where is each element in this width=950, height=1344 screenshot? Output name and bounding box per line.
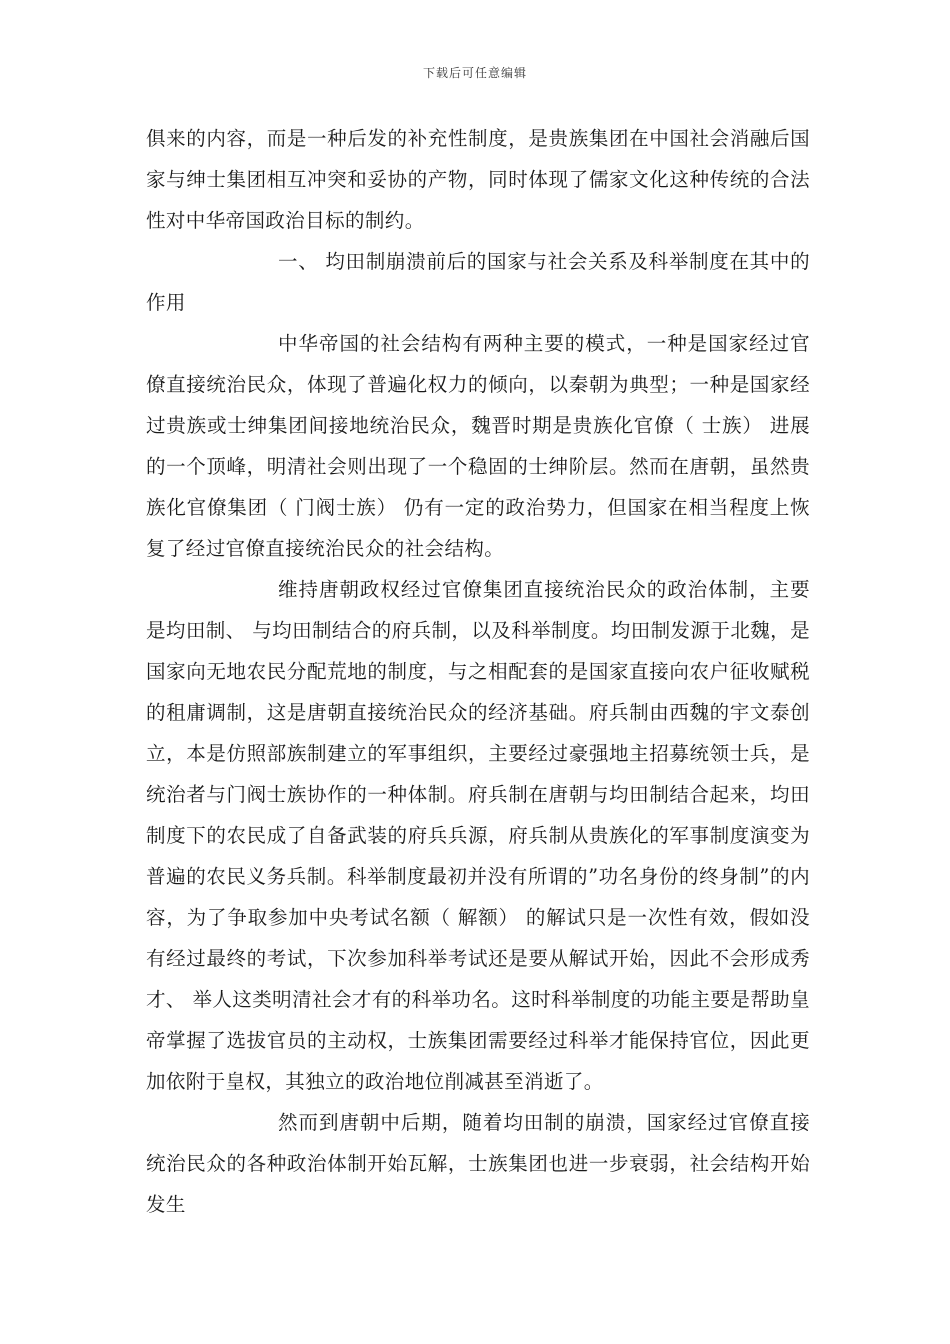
paragraph-tang-institutions: 维持唐朝政权经过官僚集团直接统治民众的政治体制，主要是均田制、 与均田制结合的府兵制，以及科举制度。均田制发源于北魏，是国家向无地农民分配荒地的制度，与之相配套的是国家直接向农户征收赋税的租庸调制，这是唐朝直接统治民众的经济基础。府兵制由西魏的宇文泰创立，本是仿照部族制建立的军事组织，主要经过豪强地主招募统领士兵，是统治者与门阀士族协作的一种体制。府兵制在唐朝与均田制结合起来，均田制度下的农民成了自备武装的府兵兵源，府兵制从贵族化的军事制度演变为普遍的农民义务兵制。科举制度最初并没有所谓的”功名身份的终身制”的内容，为了争取参加中央考试名额（ 解额） 的解试只是一次性有效，假如没有经过最终的考试，下次参加科举考试还是要从解试开始，因此不会形成秀才、 举人这类明清社会才有的科举功名。这时科举制度的功能主要是帮助皇帝掌握了选拔官员的主动权，士族集团需要经过科举才能保持官位，因此更加依附于皇权，其独立的政治地位削减甚至消逝了。 [146,578,810,1093]
document-body [146,118,810,1225]
paragraph-late-tang: 然而到唐朝中后期，随着均田制的崩溃，国家经过官僚直接统治民众的各种政治体制开始瓦解，士族集团也进一步衰弱，社会结构开始发生 [146,1111,810,1216]
paragraph-continuation: 俱来的内容，而是一种后发的补充性制度，是贵族集团在中国社会消融后国家与绅士集团相互冲突和妥协的产物，同时体现了儒家文化这种传统的合法性对中华帝国政治目标的制约。 [146,127,810,232]
paragraph-social-structure: 中华帝国的社会结构有两种主要的模式，一种是国家经过官僚直接统治民众，体现了普遍化权力的倾向，以秦朝为典型；一种是国家经过贵族或士绅集团间接地统治民众，魏晋时期是贵族化官僚（ 士族） 进展的一个顶峰，明清社会则出现了一个稳固的士绅阶层。然而在唐朝，虽然贵族化官僚集团（ 门阀士族） 仍有一定的政治势力，但国家在相当程度上恢复了经过官僚直接统治民众的社会结构。 [146,332,810,560]
section-heading: 一、 均田制崩溃前后的国家与社会关系及科举制度在其中的作用 [146,250,810,314]
page-header: 下载后可任意编辑 [422,66,527,80]
